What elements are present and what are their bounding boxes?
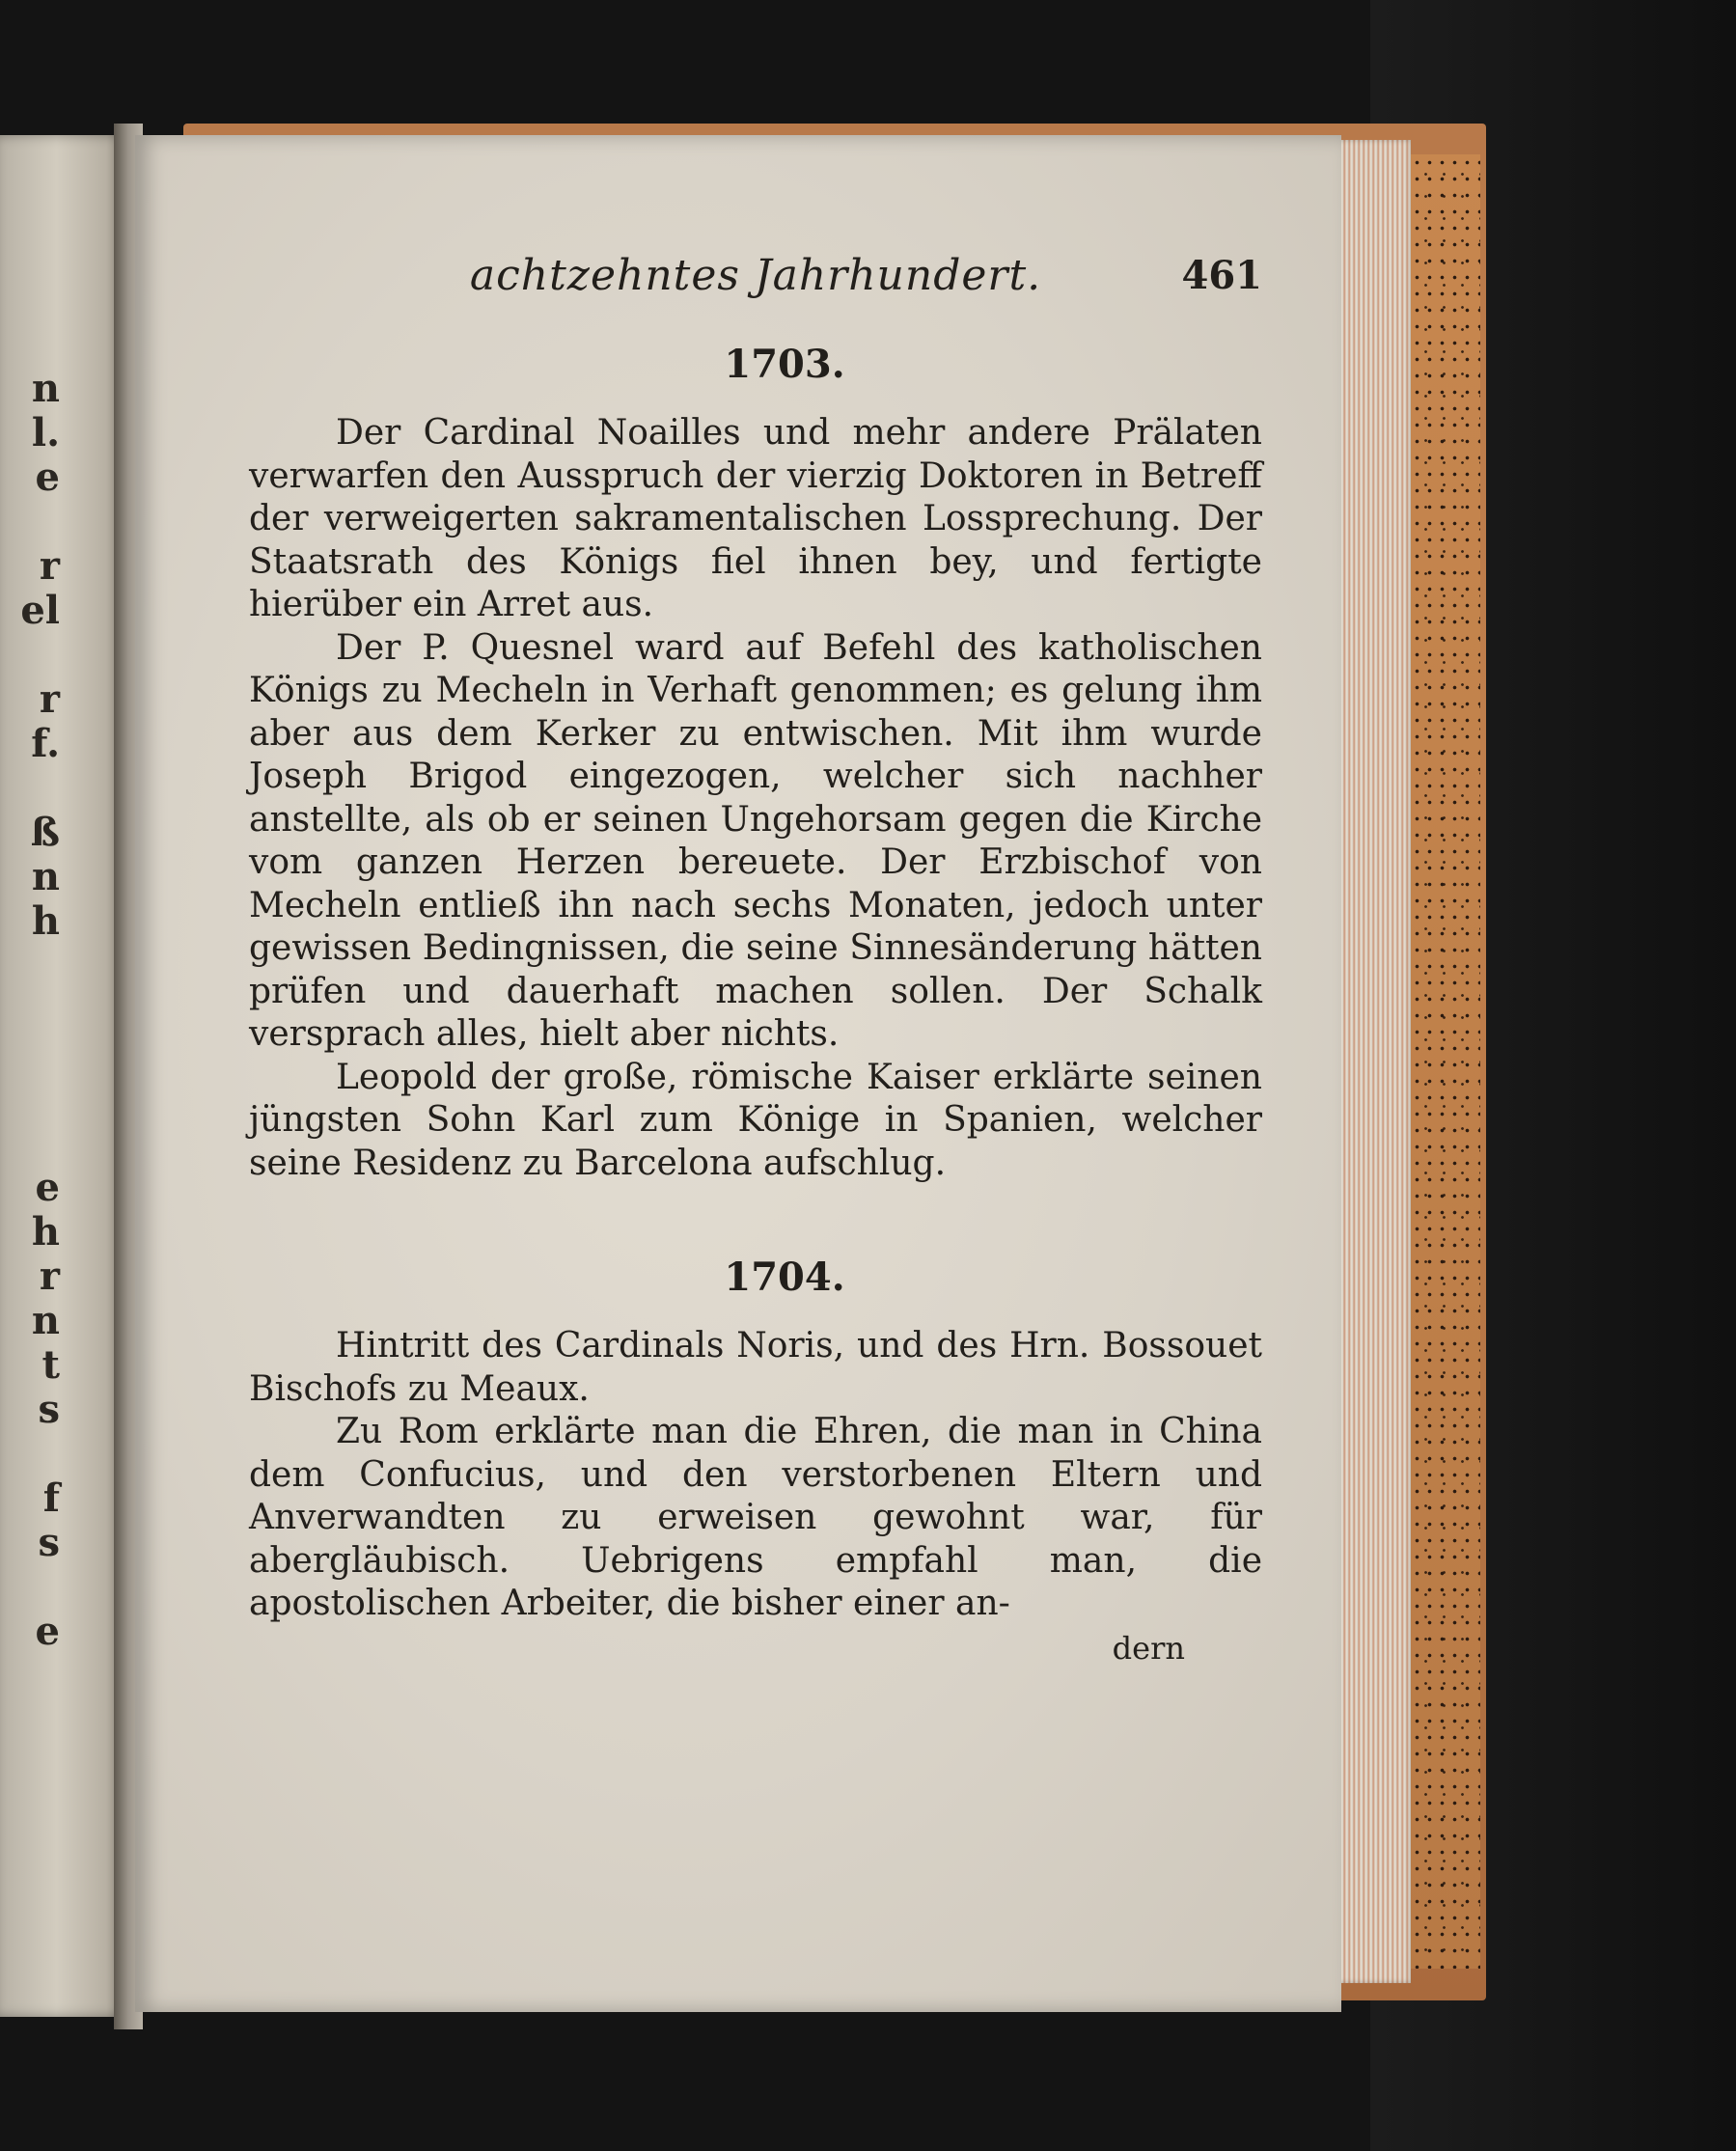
left-margin-fragment: el xyxy=(20,588,60,633)
left-page-margin-text xyxy=(4,367,60,1911)
catchword: dern xyxy=(1112,1629,1185,1667)
paragraph: Leopold der große, römische Kaiser erklärte seinen jüngsten Sohn Karl zum Könige in Spanien, welcher seine Residenz zu Barcelona aufschlug. xyxy=(249,1057,1262,1183)
right-page xyxy=(135,135,1341,2012)
left-margin-fragment: r xyxy=(39,1254,60,1299)
left-margin-fragment xyxy=(4,988,60,1033)
left-margin-fragment xyxy=(4,766,60,811)
left-margin-fragment: r xyxy=(39,676,60,722)
left-margin-fragment: r xyxy=(39,543,60,589)
left-margin-fragment: e xyxy=(35,1165,60,1210)
left-margin-fragment: h xyxy=(31,1209,60,1255)
left-margin-fragment: f xyxy=(42,1475,60,1521)
left-margin-fragment: f. xyxy=(31,721,60,766)
left-margin-fragment: e xyxy=(35,455,60,500)
left-margin-fragment: s xyxy=(38,1387,60,1432)
left-margin-fragment xyxy=(4,1565,60,1610)
left-margin-fragment: e xyxy=(35,1609,60,1654)
page-text xyxy=(249,232,1262,1667)
section-year: 1703. xyxy=(724,342,845,387)
paragraph: Zu Rom erklärte man die Ehren, die man in China dem Confucius, und den verstorbenen Eltern und Anverwandten zu erweisen gewohnt war, für abergläubisch. Uebrigens empfahl man, die apostolischen Arbeiter, die bisher einer an- xyxy=(249,1412,1262,1623)
paragraph: Der P. Quesnel ward auf Befehl des katholischen Königs zu Mecheln in Verhaft genommen; es gelung ihm aber aus dem Kerker zu entwischen. Mit ihm wurde Joseph Brigod eingezogen, welcher sich nachher anstellte, als ob er seinen Ungehorsam gegen die Kirche vom ganzen Herzen bereuete. Der Erzbischof von Mecheln entließ ihn nach sechs Monaten, jedoch unter gewissen Bedingnissen, die seine Sinnesänderung hätten prüfen und dauerhaft machen sollen. Der Schalk versprach alles, hielt aber nichts. xyxy=(249,627,1262,1054)
left-page xyxy=(0,135,125,2017)
section-year: 1704. xyxy=(724,1255,845,1300)
left-margin-fragment xyxy=(4,1121,60,1166)
left-margin-fragment: ß xyxy=(30,810,60,855)
running-title: achtzehntes Jahrhundert. xyxy=(469,251,1042,300)
left-margin-fragment: h xyxy=(31,898,60,944)
page-number: 461 xyxy=(1181,253,1262,298)
left-margin-fragment: s xyxy=(38,1520,60,1565)
left-margin-fragment xyxy=(4,1033,60,1077)
left-margin-fragment xyxy=(4,1077,60,1121)
left-margin-fragment: n xyxy=(31,854,60,899)
left-margin-fragment: t xyxy=(41,1342,60,1388)
left-margin-fragment xyxy=(4,500,60,544)
left-margin-fragment: n xyxy=(31,366,60,411)
left-margin-fragment xyxy=(4,944,60,988)
left-margin-fragment xyxy=(4,633,60,677)
paragraph: Der Cardinal Noailles und mehr andere Prälaten verwarfen den Ausspruch der vierzig Doktoren in Betreff der verweigerten sakramentalischen Lossprechung. Der Staatsrath des Königs fiel ihnen bey, und fertigte hierüber ein Arret aus. xyxy=(249,413,1262,624)
running-head xyxy=(249,232,1262,324)
paragraph: Hintritt des Cardinals Noris, und des Hrn. Bossouet Bischofs zu Meaux. xyxy=(249,1326,1262,1409)
left-margin-fragment xyxy=(4,1432,60,1476)
sprinkled-edge xyxy=(1411,154,1480,1969)
left-margin-fragment: l. xyxy=(31,410,60,455)
left-margin-fragment: n xyxy=(31,1298,60,1343)
